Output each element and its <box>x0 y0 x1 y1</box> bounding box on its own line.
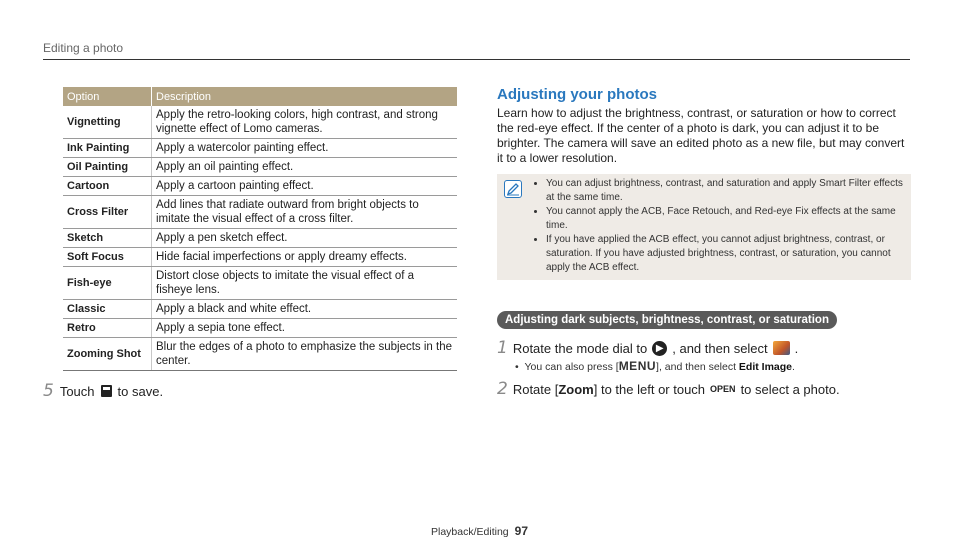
step-2 <box>497 379 840 399</box>
zoom-key: Zoom <box>558 381 594 397</box>
note-list <box>533 177 906 275</box>
table-row <box>63 229 457 248</box>
step-text-middle: , and then select <box>672 340 768 356</box>
option-description: Blur the edges of a photo to emphasize the subjects in the center. <box>152 338 458 371</box>
note-item: • If you have applied the ACB effect, you cannot adjust brightness, contrast, or saturation. If you have adjusted brightness, contrast, or saturation, you cannot apply the ACB effect. <box>546 233 906 275</box>
step-text-middle: ] to the left or touch <box>593 381 706 397</box>
option-name: Cross Filter <box>63 196 152 229</box>
table-row <box>63 300 457 319</box>
column-header-option: Option <box>63 87 152 106</box>
step-1 <box>497 338 798 358</box>
table-row <box>63 319 457 338</box>
note-item: • You can adjust brightness, contrast, and saturation and apply Smart Filter effects at the same time. <box>546 177 906 205</box>
option-name: Ink Painting <box>63 139 152 158</box>
tip-text-after: . <box>792 361 795 373</box>
page-footer <box>431 524 528 538</box>
note-item: • You cannot apply the ACB, Face Retouch, and Red-eye Fix effects at the same time. <box>546 205 906 233</box>
option-description: Apply a sepia tone effect. <box>152 319 458 338</box>
option-name: Retro <box>63 319 152 338</box>
step-5 <box>43 381 163 401</box>
page-number: 97 <box>514 524 528 538</box>
save-icon <box>101 385 112 397</box>
open-button-label: OPEN <box>710 384 736 394</box>
header-rule <box>43 59 910 60</box>
running-header: Editing a photo <box>43 41 124 55</box>
option-description: Apply a pen sketch effect. <box>152 229 458 248</box>
step-text-before: Rotate [ <box>512 381 559 397</box>
option-name: Zooming Shot <box>63 338 152 371</box>
option-description: Distort close objects to imitate the visual effect of a fisheye lens. <box>152 267 458 300</box>
option-name: Soft Focus <box>63 248 152 267</box>
step-number: 2 <box>497 379 508 399</box>
note-box <box>497 174 911 280</box>
option-description: Hide facial imperfections or apply dreamy effects. <box>152 248 458 267</box>
menu-key: MENU <box>618 359 657 373</box>
step-text-after: . <box>794 340 799 356</box>
step-text-before: Rotate the mode dial to <box>512 340 648 356</box>
footer-section: Playback/Editing <box>431 526 509 538</box>
option-name: Classic <box>63 300 152 319</box>
table-row <box>63 177 457 196</box>
option-name: Fish-eye <box>63 267 152 300</box>
table-row <box>63 158 457 177</box>
note-pencil-icon <box>504 180 522 198</box>
table-row <box>63 267 457 300</box>
option-description: Apply the retro-looking colors, high contrast, and strong vignette effect of Lomo cameras. <box>152 106 458 139</box>
step-1-tip: • You can also press [MENU], and then select Edit Image. <box>515 359 795 373</box>
options-table <box>63 87 457 371</box>
table-row <box>63 196 457 229</box>
option-description: Apply a cartoon painting effect. <box>152 177 458 196</box>
table-row <box>63 139 457 158</box>
section-intro: Learn how to adjust the brightness, contrast, or saturation or how to correct the red-eye effect. If the center of a photo is dark, you can adjust it to be brighter. The camera will save an edited photo as a new file, but may convert it to a lower resolution. <box>497 106 905 165</box>
table-header-row <box>63 87 457 106</box>
table-row <box>63 248 457 267</box>
option-name: Cartoon <box>63 177 152 196</box>
step-text-after: to save. <box>117 383 164 399</box>
column-header-description: Description <box>152 87 458 106</box>
edit-image-label: Edit Image <box>738 361 793 373</box>
option-name: Sketch <box>63 229 152 248</box>
tip-text-middle: ], and then select <box>656 361 739 373</box>
photo-editor-icon <box>773 341 790 355</box>
option-description: Apply an oil painting effect. <box>152 158 458 177</box>
step-number: 1 <box>497 338 508 358</box>
option-name: Oil Painting <box>63 158 152 177</box>
option-description: Add lines that radiate outward from bright objects to imitate the visual effect of a cross filter. <box>152 196 458 229</box>
table-row <box>63 106 457 139</box>
section-title: Adjusting your photos <box>497 86 657 103</box>
playback-mode-icon: ▶ <box>652 341 667 356</box>
step-text-before: Touch <box>59 383 95 399</box>
table-row <box>63 338 457 371</box>
option-name: Vignetting <box>63 106 152 139</box>
step-text-after: to select a photo. <box>740 381 840 397</box>
subsection-heading: Adjusting dark subjects, brightness, contrast, or saturation <box>497 311 837 329</box>
step-number: 5 <box>43 381 54 401</box>
tip-text-before: You can also press [ <box>524 361 619 373</box>
option-description: Apply a watercolor painting effect. <box>152 139 458 158</box>
option-description: Apply a black and white effect. <box>152 300 458 319</box>
